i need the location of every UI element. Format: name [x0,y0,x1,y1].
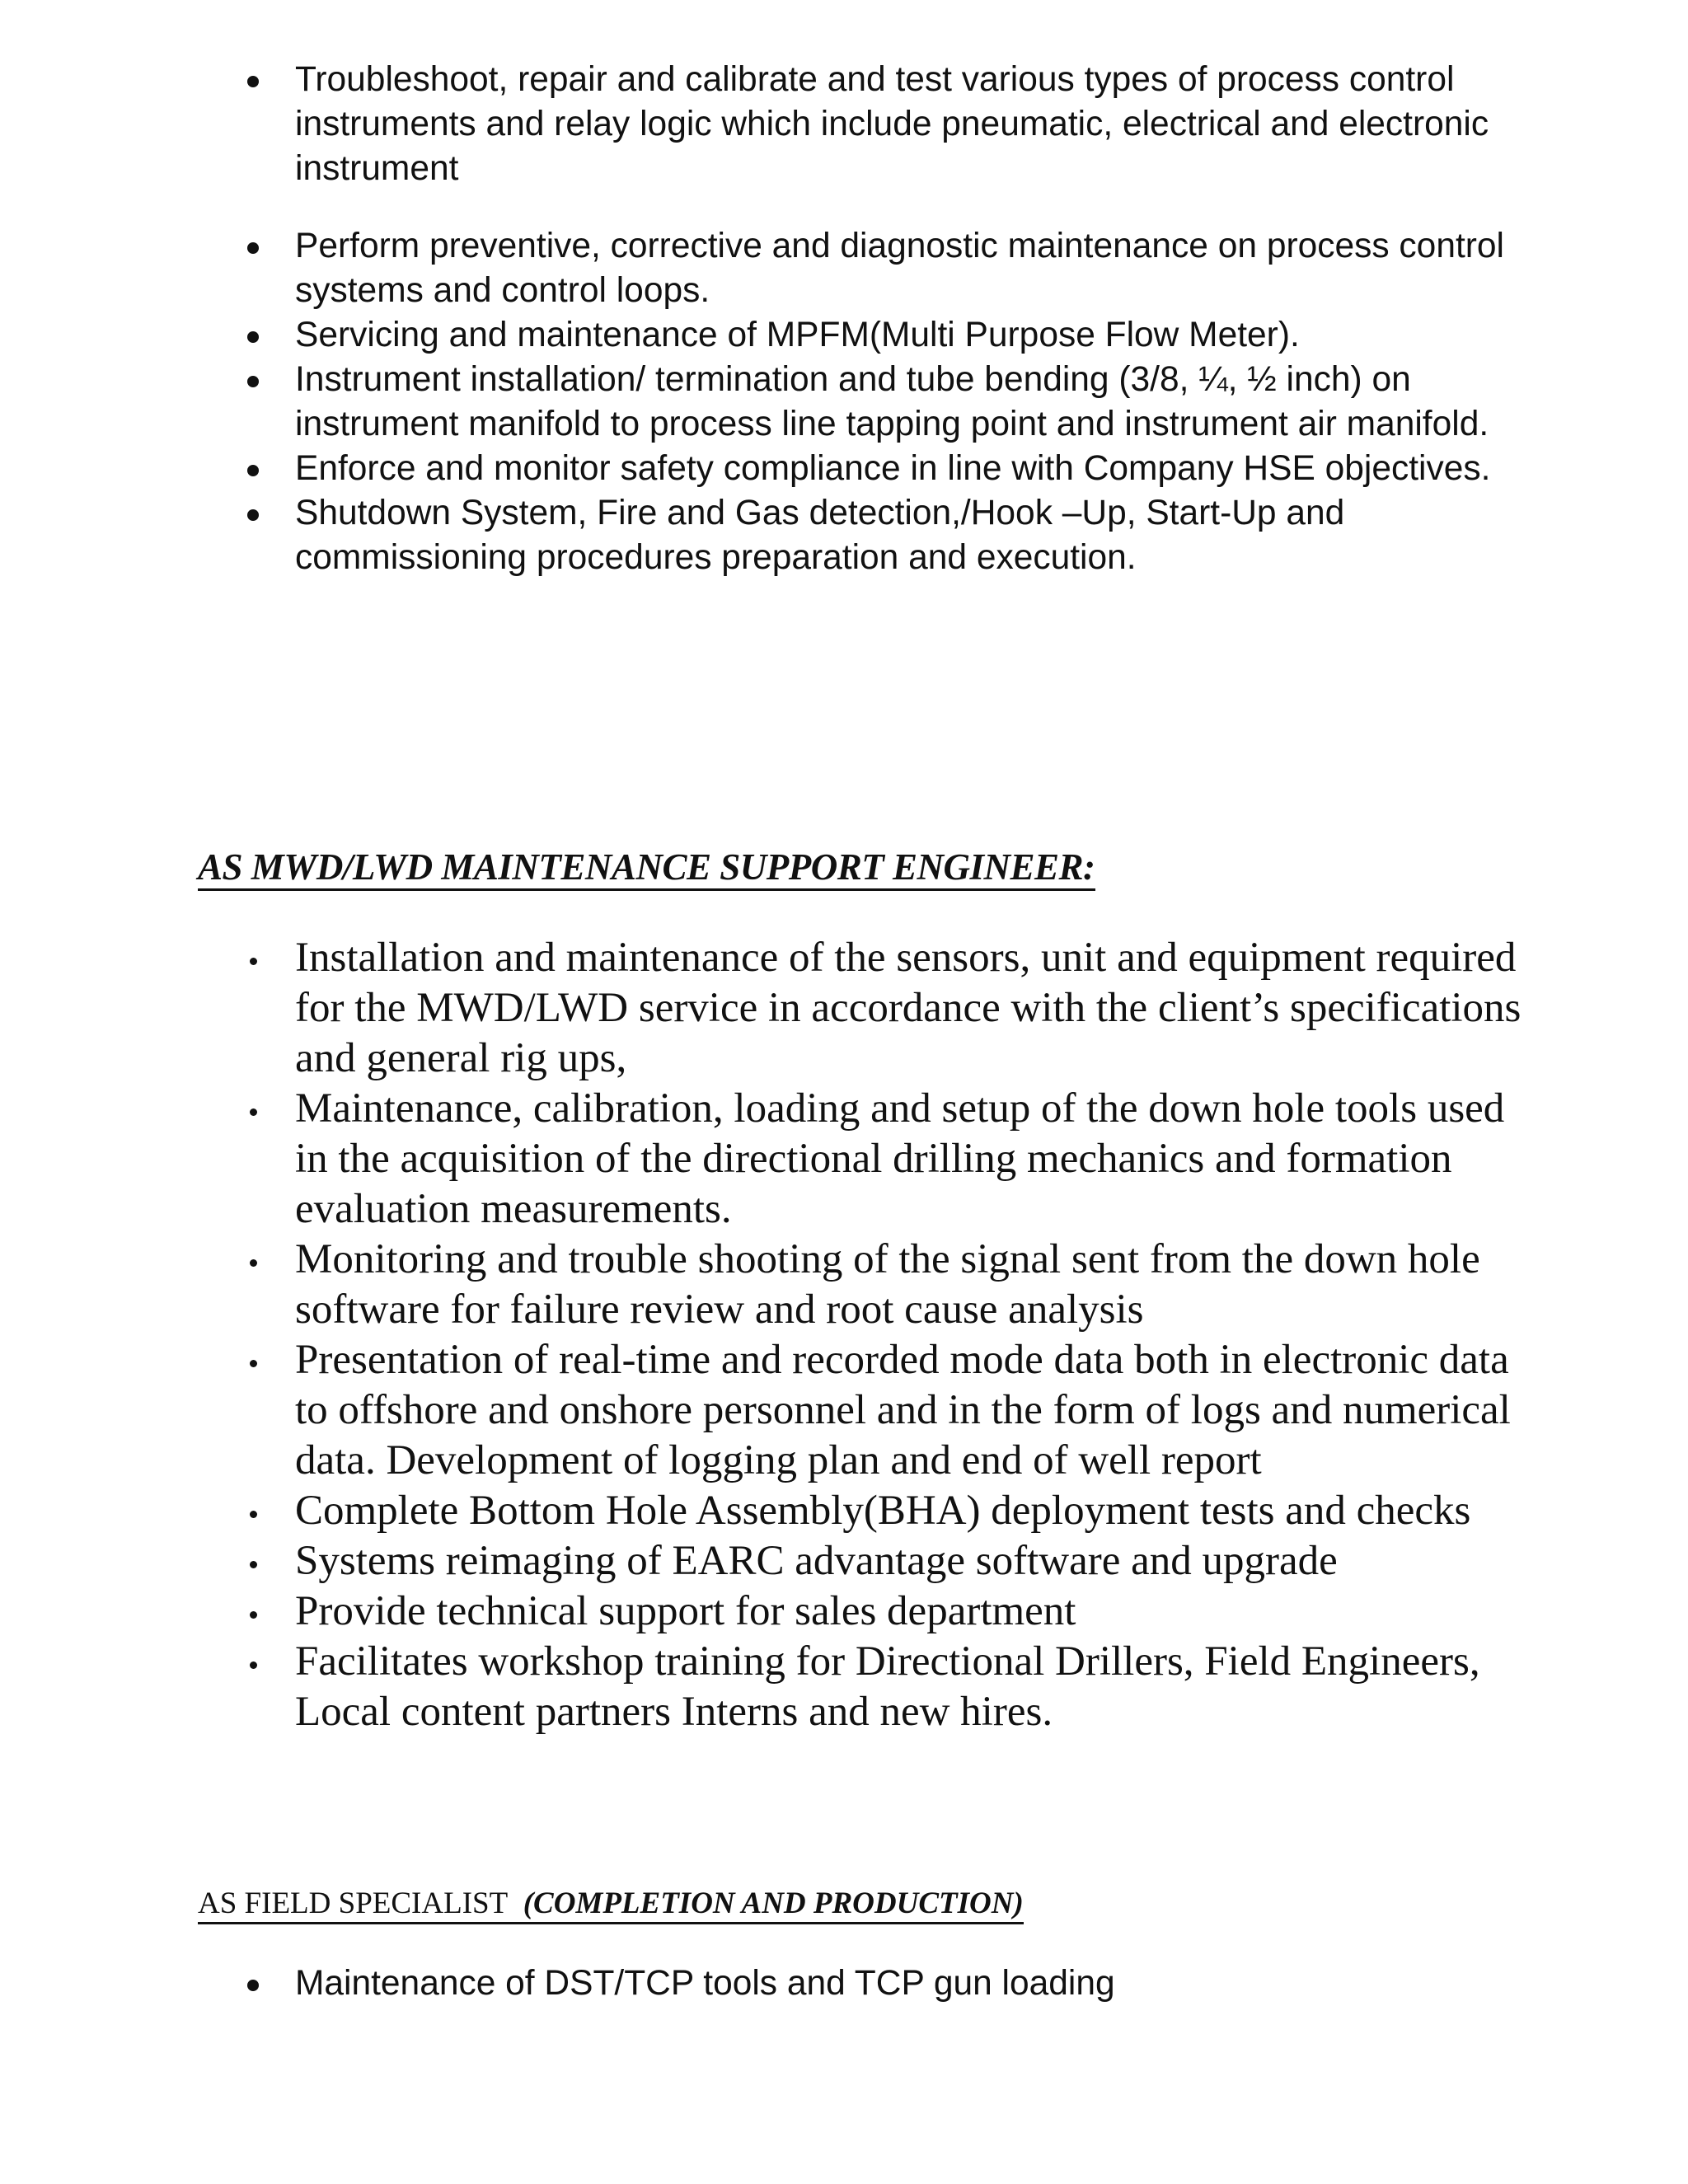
bullet-icon [250,1360,257,1367]
list-item-text: Systems reimaging of EARC advantage software and upgrade [295,1538,1338,1584]
list-item [0,313,1531,358]
list-item-text: Presentation of real-time and recorded mode data both in electronic data to offshore and onshore personnel and in the form of logs and numerical data. Development of logging plan and end of well report [295,1337,1511,1483]
list-item [0,1335,1531,1486]
bullet-icon [250,1259,257,1267]
bullet-icon [247,376,259,387]
list-item-text: Troubleshoot, repair and calibrate and test various types of process control instruments and relay logic which include pneumatic, electrical and electronic instrument [295,60,1489,188]
list-item-text: Provide technical support for sales department [295,1588,1076,1634]
list-item-text: Shutdown System, Fire and Gas detection,/Hook –Up, Start-Up and commissioning procedures preparation and execution. [295,494,1345,577]
bullet-icon [247,76,259,87]
bullet-icon [250,1661,257,1669]
list-item-text: Maintenance of DST/TCP tools and TCP gun loading [295,1964,1115,2003]
bullet-icon [250,1561,257,1568]
section-heading-field-specialist [198,1886,1024,1924]
list-item-text: Complete Bottom Hole Assembly(BHA) deployment tests and checks [295,1488,1471,1534]
list-item-text: Servicing and maintenance of MPFM(Multi Purpose Flow Meter). [295,316,1300,354]
bullet-icon [250,1611,257,1619]
bullet-icon [247,331,259,343]
list-item [0,1961,1531,2006]
list-item [0,1637,1531,1737]
bullet-icon [250,1511,257,1518]
list-item-text: Enforce and monitor safety compliance in line with Company HSE objectives. [295,449,1491,488]
list-item-text: Installation and maintenance of the sensors, unit and equipment required for the MWD/LWD service in accordance with the client’s specifications and general rig ups, [295,935,1522,1081]
list-item [0,1586,1531,1637]
list-item-text: Facilitates workshop training for Directional Drillers, Field Engineers, Local content partners Interns and new hires. [295,1638,1480,1735]
list-item [0,58,1531,191]
bullet-icon [250,958,257,965]
list-item [0,224,1531,313]
list-item [0,447,1531,491]
list-item-text: Monitoring and trouble shooting of the signal sent from the down hole software for failure review and root cause analysis [295,1236,1480,1333]
list-item [0,1486,1531,1536]
bullet-icon [247,242,259,254]
list-item-text: Perform preventive, corrective and diagnostic maintenance on process control systems and control loops. [295,227,1504,310]
list-item-text: Instrument installation/ termination and tube bending (3/8, ¼, ½ inch) on instrument manifold to process line tapping point and instrument air manifold. [295,360,1489,443]
bullet-icon [247,465,259,476]
section-heading-mwd-lwd: AS MWD/LWD MAINTENANCE SUPPORT ENGINEER: [198,846,1095,891]
list-item [0,1536,1531,1586]
list-item [0,491,1531,580]
bullet-icon [247,1980,259,1991]
list-item-text: Maintenance, calibration, loading and setup of the down hole tools used in the acquisition of the directional drilling mechanics and formation evaluation measurements. [295,1085,1505,1232]
heading-prefix: AS FIELD SPECIALIST [198,1886,509,1920]
list-item [0,1235,1531,1335]
heading-suffix: (COMPLETION AND PRODUCTION) [523,1886,1024,1920]
bullet-icon [247,509,259,521]
bullet-icon [250,1108,257,1116]
list-item [0,358,1531,447]
top-bullet-list [0,58,1688,580]
list-item [0,1084,1531,1235]
list-item [0,933,1531,1084]
field-bullet-list [0,1961,1688,2006]
mwd-bullet-list [0,933,1688,1737]
